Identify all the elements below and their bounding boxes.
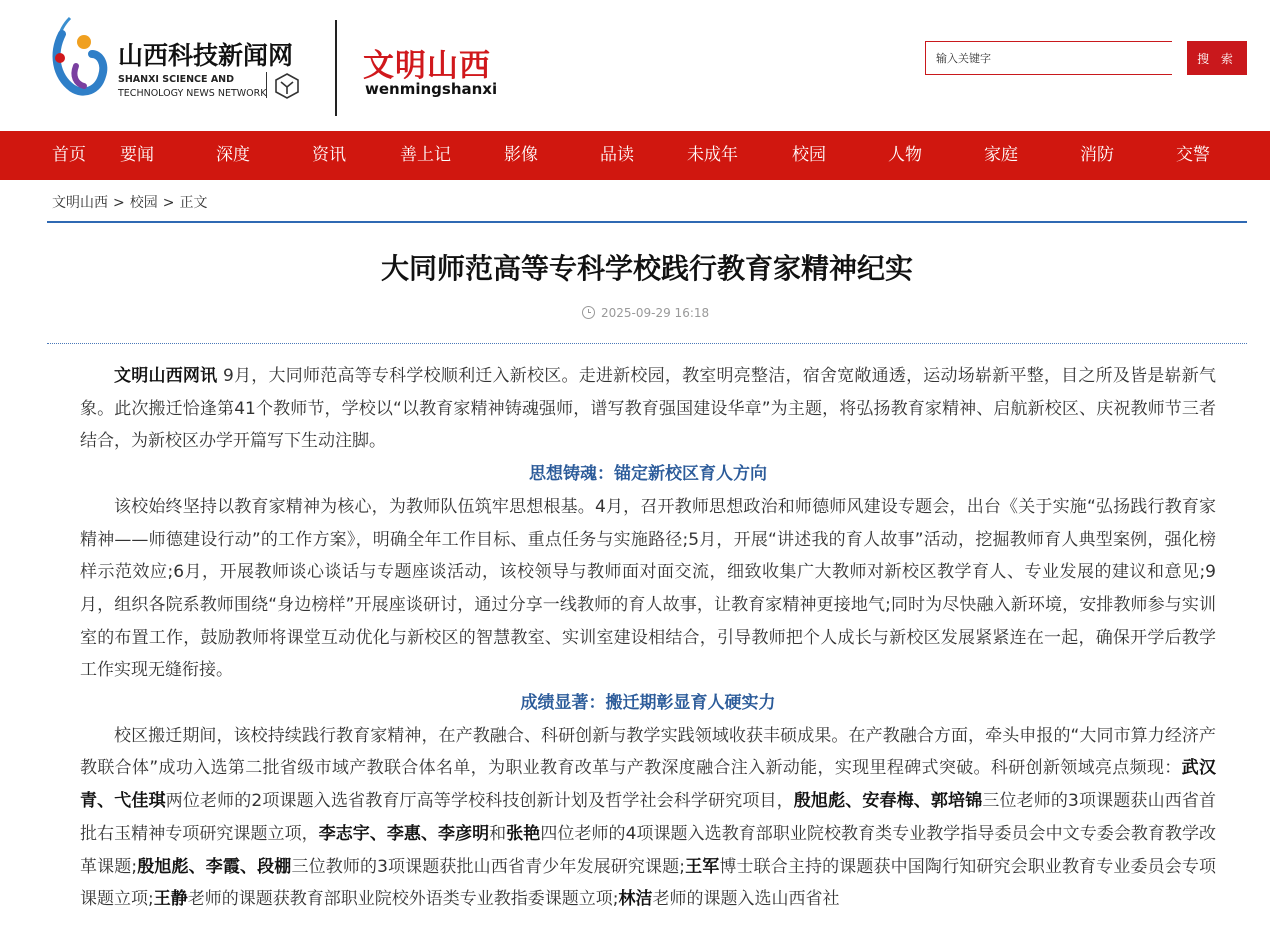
breadcrumb-item-campus[interactable]: 校园 bbox=[129, 195, 158, 211]
main-nav bbox=[0, 131, 1270, 180]
paragraph-text: 四位老师的4项课题入选教育部职业院校教育类专业教学指导委员会中文专委会教育教学改革课题; bbox=[80, 823, 1217, 877]
search-button[interactable]: 搜 索 bbox=[1187, 41, 1247, 75]
logo-emblem-icon bbox=[48, 14, 110, 106]
nav-item-reading[interactable]: 品读 bbox=[600, 145, 634, 165]
paragraph-text: 校区搬迁期间，该校持续践行教育家精神，在产教融合、科研创新与教学实践领域收获丰硕成果。在产教融合方面，牵头申报的“大同市算力经济产教联合体”成功入选第二批省级市域产教联合体名单，为职业教育改革与产教深度融合注入新动能，实现里程碑式突破。科研创新领域亮点频现： bbox=[80, 725, 1216, 779]
article-meta bbox=[582, 306, 709, 320]
logo-chinese-name: 山西科技新闻网 bbox=[118, 41, 294, 70]
nav-item-goodness[interactable]: 善上记 bbox=[400, 145, 451, 165]
breadcrumb bbox=[52, 192, 207, 212]
person-names: 殷旭彪、安春梅、郭培锦 bbox=[793, 791, 983, 812]
search-bar bbox=[925, 41, 1247, 75]
nav-item-depth[interactable]: 深度 bbox=[216, 145, 250, 165]
nav-item-family[interactable]: 家庭 bbox=[984, 145, 1018, 165]
breadcrumb-item-home[interactable]: 文明山西 bbox=[52, 195, 108, 211]
breadcrumb-separator: > bbox=[162, 195, 175, 211]
article-datetime: 2025-09-29 16:18 bbox=[601, 306, 710, 320]
nav-item-news[interactable]: 资讯 bbox=[312, 145, 346, 165]
person-names: 王军 bbox=[684, 856, 720, 877]
breadcrumb-item-current: 正文 bbox=[179, 195, 208, 211]
paragraph-text: 三位老师的3项课题获山西省首批右玉精神专项研究课题立项， bbox=[80, 791, 1216, 844]
nav-item-fire[interactable]: 消防 bbox=[1080, 145, 1114, 165]
paragraph-text: 老师的课题获教育部职业院校外语类专业教指委课题立项; bbox=[187, 889, 619, 910]
nav-item-campus[interactable]: 校园 bbox=[792, 145, 826, 165]
paragraph-text: 博士联合主持的课题获中国陶行知研究会职业教育专业委员会专项课题立项; bbox=[80, 856, 1217, 910]
nav-item-home[interactable]: 首页 bbox=[52, 145, 86, 165]
nav-item-headlines[interactable]: 要闻 bbox=[120, 145, 154, 165]
logo-english-line-2: TECHNOLOGY NEWS NETWORK bbox=[118, 88, 267, 99]
site-header bbox=[0, 0, 1270, 131]
header-divider bbox=[335, 20, 337, 116]
article-paragraph bbox=[80, 720, 1216, 916]
section-heading: 思想铸魂：锚定新校区育人方向 bbox=[529, 464, 767, 485]
article-source: 文明山西网讯 bbox=[114, 366, 218, 386]
channel-brand-pinyin: wenmingshanxi bbox=[365, 80, 498, 98]
person-names: 张艳 bbox=[506, 823, 541, 844]
breadcrumb-underline bbox=[47, 221, 1247, 223]
paragraph-text: 两位老师的2项课题入选省教育厅高等学校科技创新计划及哲学社会科学研究项目， bbox=[165, 791, 794, 812]
article-paragraph: 该校始终坚持以教育家精神为核心，为教师队伍筑牢思想根基。4月，召开教师思想政治和师德师风建设专题会，出台《关于实施“弘扬践行教育家精神——师德建设行动”的工作方案》，明确全年工作目标、重点任务与实施路径;5月，开展“讲述我的育人故事”活动，挖掘教师育人典型案例，强化榜样示范效应;6月，开展教师谈心谈话与专题座谈活动，该校领导与教师面对面交流，细致收集广大教师对新校区教学育人、专业发展的建议和意见;9月，组织各院系教师围绕“身边榜样”开展座谈研讨，通过分享一线教师的育人故事，让教育家精神更接地气;同时为尽快融入新环境，安排教师参与实训室的布置工作，鼓励教师将课堂互动优化与新校区的智慧教室、实训室建设相结合，引导教师把个人成长与新校区发展紧紧连在一起，确保开学后教学工作实现无缝衔接。 bbox=[80, 496, 1216, 681]
channel-brand[interactable]: 文明山西 bbox=[363, 48, 491, 84]
person-names: 武汉青、弋佳琪 bbox=[80, 758, 1216, 812]
search-input[interactable] bbox=[925, 41, 1172, 75]
article-body bbox=[80, 360, 1216, 916]
article-title: 大同师范高等专科学校践行教育家精神纪实 bbox=[380, 252, 913, 285]
person-names: 林洁 bbox=[618, 889, 653, 910]
paragraph-text: 三位教师的3项课题获批山西省青少年发展研究课题; bbox=[291, 856, 685, 877]
nav-item-people[interactable]: 人物 bbox=[888, 145, 922, 165]
nav-item-images[interactable]: 影像 bbox=[504, 145, 538, 165]
person-names: 殷旭彪、李霞、段棚 bbox=[137, 856, 292, 877]
hexagon-icon bbox=[274, 72, 300, 100]
site-logo[interactable] bbox=[48, 14, 313, 106]
paragraph-text: 老师的课题入选山西省社 bbox=[652, 889, 840, 910]
section-heading: 成绩显著：搬迁期彰显育人硬实力 bbox=[520, 693, 776, 714]
clock-icon bbox=[582, 306, 595, 319]
person-names: 王静 bbox=[153, 889, 188, 910]
nav-item-minors[interactable]: 未成年 bbox=[687, 145, 738, 165]
breadcrumb-separator: > bbox=[113, 195, 125, 211]
person-names: 李志宇、李惠、李彦明 bbox=[318, 823, 490, 844]
paragraph-text: 9月，大同师范高等专科学校顺利迁入新校区。走进新校园，教室明亮整洁，宿舍宽敞通透，运动场崭新平整，目之所及皆是崭新气象。此次搬迁恰逢第41个教师节，学校以“以教育家精神铸魂强师，谱写教育强国建设华章”为主题，将弘扬教育家精神、启航新校区、庆祝教师节三者结合，为新校区办学开篇写下生动注脚。 bbox=[80, 366, 1217, 452]
logo-divider bbox=[266, 72, 267, 98]
paragraph-text: 和 bbox=[489, 823, 507, 844]
nav-item-traffic-police[interactable]: 交警 bbox=[1176, 145, 1210, 165]
article-paragraph bbox=[80, 360, 1216, 458]
logo-english-line-1: SHANXI SCIENCE AND bbox=[118, 74, 235, 85]
title-divider bbox=[47, 343, 1247, 344]
